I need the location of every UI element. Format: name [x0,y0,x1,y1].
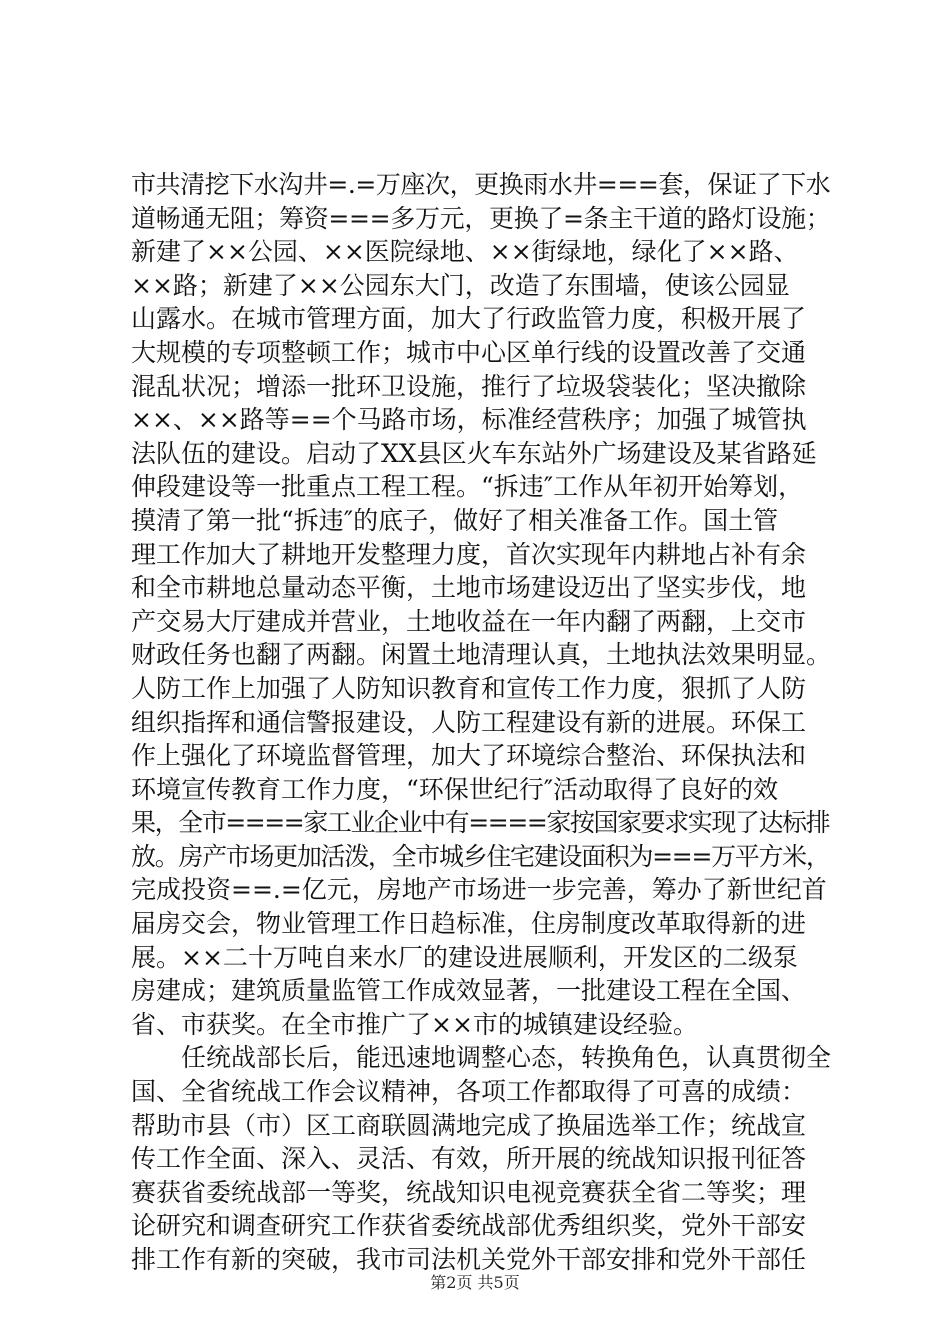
body-text [131,168,831,1277]
text-line: 市共清挖下水沟井=.=万座次，更换雨水井===套，保证了下水 [131,170,831,199]
text-line: 伸段建设等一批重点工程工程。“拆违″工作从年初开始筹划， [131,472,804,502]
text-line: 理工作加大了耕地开发整理力度，首次实现年内耕地占补有余 [131,539,807,569]
text-line: 混乱状况；增添一批环卫设施，推行了垃圾袋装化；坚决撤除 [131,371,807,401]
text-line: 放。房产市场更加活泼，全市城乡住宅建设面积为===万平方米， [131,841,830,871]
text-line: 论研究和调查研究工作获省委统战部优秀组织奖，党外干部安 [131,1211,807,1241]
text-line: ××路；新建了××公园东大门，改造了东围墙，使该公园显 [131,270,790,300]
text-line: 展。××二十万吨自来水厂的建设进展顺利，开发区的二级泵 [131,942,798,972]
text-line: 房建成；建筑质量监管工作成效显著，一批建设工程在全国、 [131,976,807,1006]
text-line: 传工作全面、深入、灵活、有效，所开展的统战知识报刊征答 [131,1144,807,1174]
text-line: 和全市耕地总量动态平衡，土地市场建设迈出了坚实步伐，地 [131,573,807,603]
text-line: 财政任务也翻了两翻。闲置土地清理认真，土地执法效果明显。 [131,640,832,670]
page-footer: 第2页 共5页 [430,1273,520,1292]
text-line: 产交易大厅建成并营业，土地收益在一年内翻了两翻，上交市 [131,606,807,636]
text-line: 道畅通无阻；筹资===多万元，更换了=条主干道的路灯设施； [131,203,831,233]
text-line: 组织指挥和通信警报建设，人防工程建设有新的进展。环保工 [131,707,807,737]
text-line: 山露水。在城市管理方面，加大了行政监管力度，积极开展了 [131,304,807,334]
text-line: 新建了××公园、××医院绿地、××街绿地，绿化了××路、 [131,237,799,267]
text-line: 国、全省统战工作会议精神，各项工作都取得了可喜的成绩： [131,1077,807,1107]
text-line: 排工作有新的突破，我市司法机关党外干部安排和党外干部任 [131,1245,807,1274]
text-line: 法队伍的建设。启动了XX县区火车东站外广场建设及某省路延 [131,438,817,468]
text-line: 省、市获奖。在全市推广了××市的城镇建设经验。 [131,1009,698,1039]
text-line: 环境宣传教育工作力度，“环保世纪行″活动取得了良好的效 [131,774,779,804]
text-line: 届房交会，物业管理工作日趋标准，住房制度改革取得新的进 [131,909,807,939]
text-line: 摸清了第一批“拆违″的底子，做好了相关准备工作。国土管 [131,505,779,535]
text-line: 大规模的专项整顿工作；城市中心区单行线的设置改善了交通 [131,337,807,367]
text-line: 人防工作上加强了人防知识教育和宣传工作力度，狠抓了人防 [131,673,807,703]
text-line: 果，全市====家工业企业中有====家按国家要求实现了达标排 [131,808,830,838]
text-line: 完成投资==.=亿元，房地产市场进一步完善，筹办了新世纪首 [131,875,827,905]
text-line: 作上强化了环境监督管理，加大了环境综合整治、环保执法和 [131,741,807,771]
text-line: ××、××路等==个马路市场，标准经营秩序；加强了城管执 [131,405,807,435]
text-line: 赛获省委统战部一等奖，统战知识电视竞赛获全省二等奖；理 [131,1177,807,1207]
text-line: 任统战部长后，能迅速地调整心态，转换角色，认真贯彻全 [131,1043,832,1073]
text-line: 帮助市县（市）区工商联圆满地完成了换届选举工作；统战宣 [131,1110,807,1140]
